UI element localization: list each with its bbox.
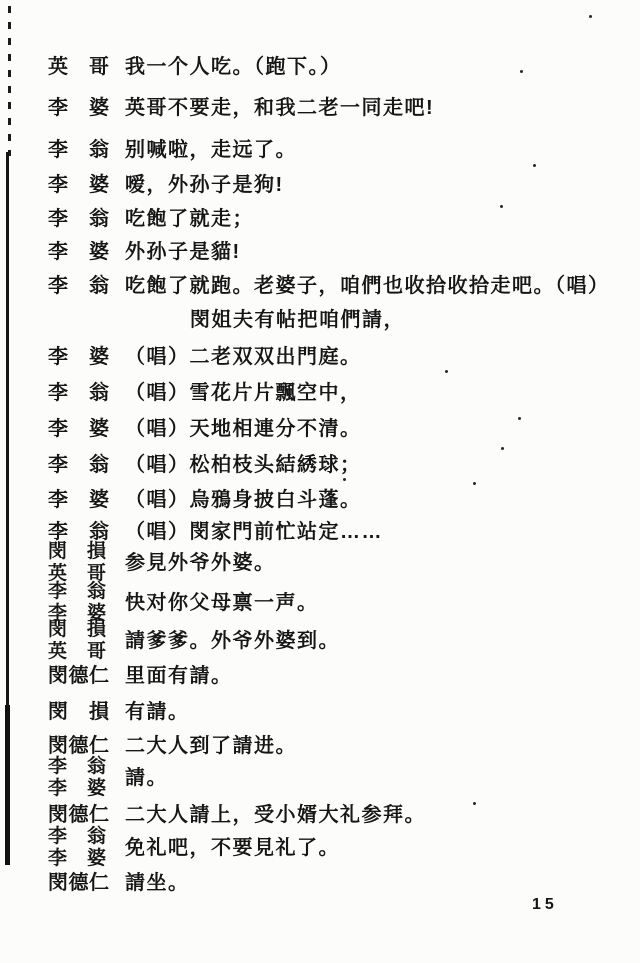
speaker-name: 李 婆 xyxy=(48,97,110,119)
speaker-name: 李 翁 xyxy=(48,454,110,476)
script-line xyxy=(48,700,190,724)
speaker-name: 李 翁 xyxy=(48,139,110,161)
script-line xyxy=(48,871,190,895)
speaker-name: 李 翁 xyxy=(48,208,110,230)
dialogue-text: 二大人請上，受小婿大礼参拜。 xyxy=(125,804,426,826)
dialogue-text: （唱）松柏枝头結綉球； xyxy=(125,454,362,476)
dialogue-text: 里面有請。 xyxy=(125,665,233,687)
speaker-name: 李 婆 xyxy=(48,489,110,511)
script-line xyxy=(48,453,362,477)
speaker-name: 李 婆 xyxy=(48,346,110,368)
script-line xyxy=(48,756,168,800)
speaker-stack xyxy=(48,619,125,663)
scan-speck xyxy=(520,70,523,73)
dialogue-text: （唱）烏鴉身披白斗蓬。 xyxy=(125,489,362,511)
script-line xyxy=(48,381,362,405)
speaker-name: 英 哥 xyxy=(48,563,107,584)
scan-speck xyxy=(473,802,476,805)
speaker-name: 李 翁 xyxy=(48,581,107,602)
dialogue-text: （唱）二老双双出門庭。 xyxy=(125,346,362,368)
dialogue-text: 請坐。 xyxy=(125,872,190,894)
speaker-name: 英 哥 xyxy=(48,56,110,78)
script-line xyxy=(48,240,241,264)
speaker-stack xyxy=(48,826,125,870)
speaker-name: 閔德仁 xyxy=(48,804,110,826)
speaker-name: 李 婆 xyxy=(48,241,110,263)
speaker-name: 閔 損 xyxy=(48,701,110,723)
dialogue-text: 閔姐夫有帖把咱們請， xyxy=(190,309,405,331)
scan-speck xyxy=(445,370,448,373)
speaker-name: 李 婆 xyxy=(48,848,107,869)
script-line xyxy=(48,207,254,231)
binding-dash-artifact xyxy=(8,6,11,156)
dialogue-text: 别喊啦，走远了。 xyxy=(125,139,297,161)
dialogue-text: 二大人到了請进。 xyxy=(125,735,297,757)
scan-speck xyxy=(501,447,504,450)
scan-speck xyxy=(533,164,536,167)
speaker-name: 閔德仁 xyxy=(48,665,110,687)
speaker-name: 閔德仁 xyxy=(48,872,110,894)
script-line xyxy=(48,274,610,298)
speaker-name: 李 翁 xyxy=(48,826,107,847)
script-line xyxy=(48,345,362,369)
dialogue-text: 吃飽了就跑。老婆子，咱們也收拾收拾走吧。（唱） xyxy=(125,275,610,297)
speaker-name: 閔德仁 xyxy=(48,735,110,757)
speaker-name: 李 翁 xyxy=(48,521,110,543)
binding-line-artifact xyxy=(5,705,10,865)
speaker-stack xyxy=(48,541,125,585)
dialogue-text: （唱）天地相連分不清。 xyxy=(125,418,362,440)
scan-speck xyxy=(343,478,346,481)
speaker-name: 李 婆 xyxy=(48,778,107,799)
dialogue-text: 快对你父母禀一声。 xyxy=(125,592,319,614)
script-line xyxy=(48,619,340,663)
script-line xyxy=(48,541,276,585)
dialogue-text: 嗳，外孙子是狗! xyxy=(125,174,284,196)
scan-speck xyxy=(473,482,476,485)
dialogue-text: （唱）雪花片片飄空中， xyxy=(125,382,362,404)
page-number: 15 xyxy=(532,896,558,913)
script-line xyxy=(48,417,362,441)
dialogue-text: 外孙子是貓! xyxy=(125,241,241,263)
dialogue-text: （唱）閔家門前忙站定…… xyxy=(125,521,383,543)
script-line xyxy=(48,96,434,120)
speaker-name: 李 翁 xyxy=(48,275,110,297)
script-line xyxy=(48,826,340,870)
speaker-name: 李 翁 xyxy=(48,382,110,404)
dialogue-text: 請爹爹。外爷外婆到。 xyxy=(125,630,340,652)
scan-speck xyxy=(500,205,503,208)
speaker-name: 李 翁 xyxy=(48,756,107,777)
dialogue-text: 英哥不要走，和我二老一同走吧! xyxy=(125,97,435,119)
dialogue-text: 参見外爷外婆。 xyxy=(125,552,276,574)
script-line xyxy=(48,55,342,79)
dialogue-text: 請。 xyxy=(125,767,168,789)
dialogue-text: 免礼吧，不要見礼了。 xyxy=(125,837,340,859)
speaker-name: 李 婆 xyxy=(48,418,110,440)
speaker-name: 李 婆 xyxy=(48,174,110,196)
dialogue-text: 吃飽了就走； xyxy=(125,208,254,230)
dialogue-text: 有請。 xyxy=(125,701,190,723)
script-line xyxy=(48,138,297,162)
speaker-name: 閔 損 xyxy=(48,619,107,640)
script-line xyxy=(48,173,284,197)
binding-line-artifact xyxy=(6,152,9,712)
speaker-stack xyxy=(48,756,125,800)
scan-speck xyxy=(518,417,521,420)
speaker-name: 英 哥 xyxy=(48,641,107,662)
script-line-continuation xyxy=(190,308,405,332)
scan-speck xyxy=(589,15,592,18)
dialogue-text: 我一个人吃。（跑下。） xyxy=(125,56,342,78)
speaker-name: 閔 損 xyxy=(48,541,107,562)
script-line xyxy=(48,664,233,688)
speaker-name: 李 婆 xyxy=(48,603,107,624)
script-line xyxy=(48,734,297,758)
script-line xyxy=(48,488,362,512)
script-line xyxy=(48,803,426,827)
